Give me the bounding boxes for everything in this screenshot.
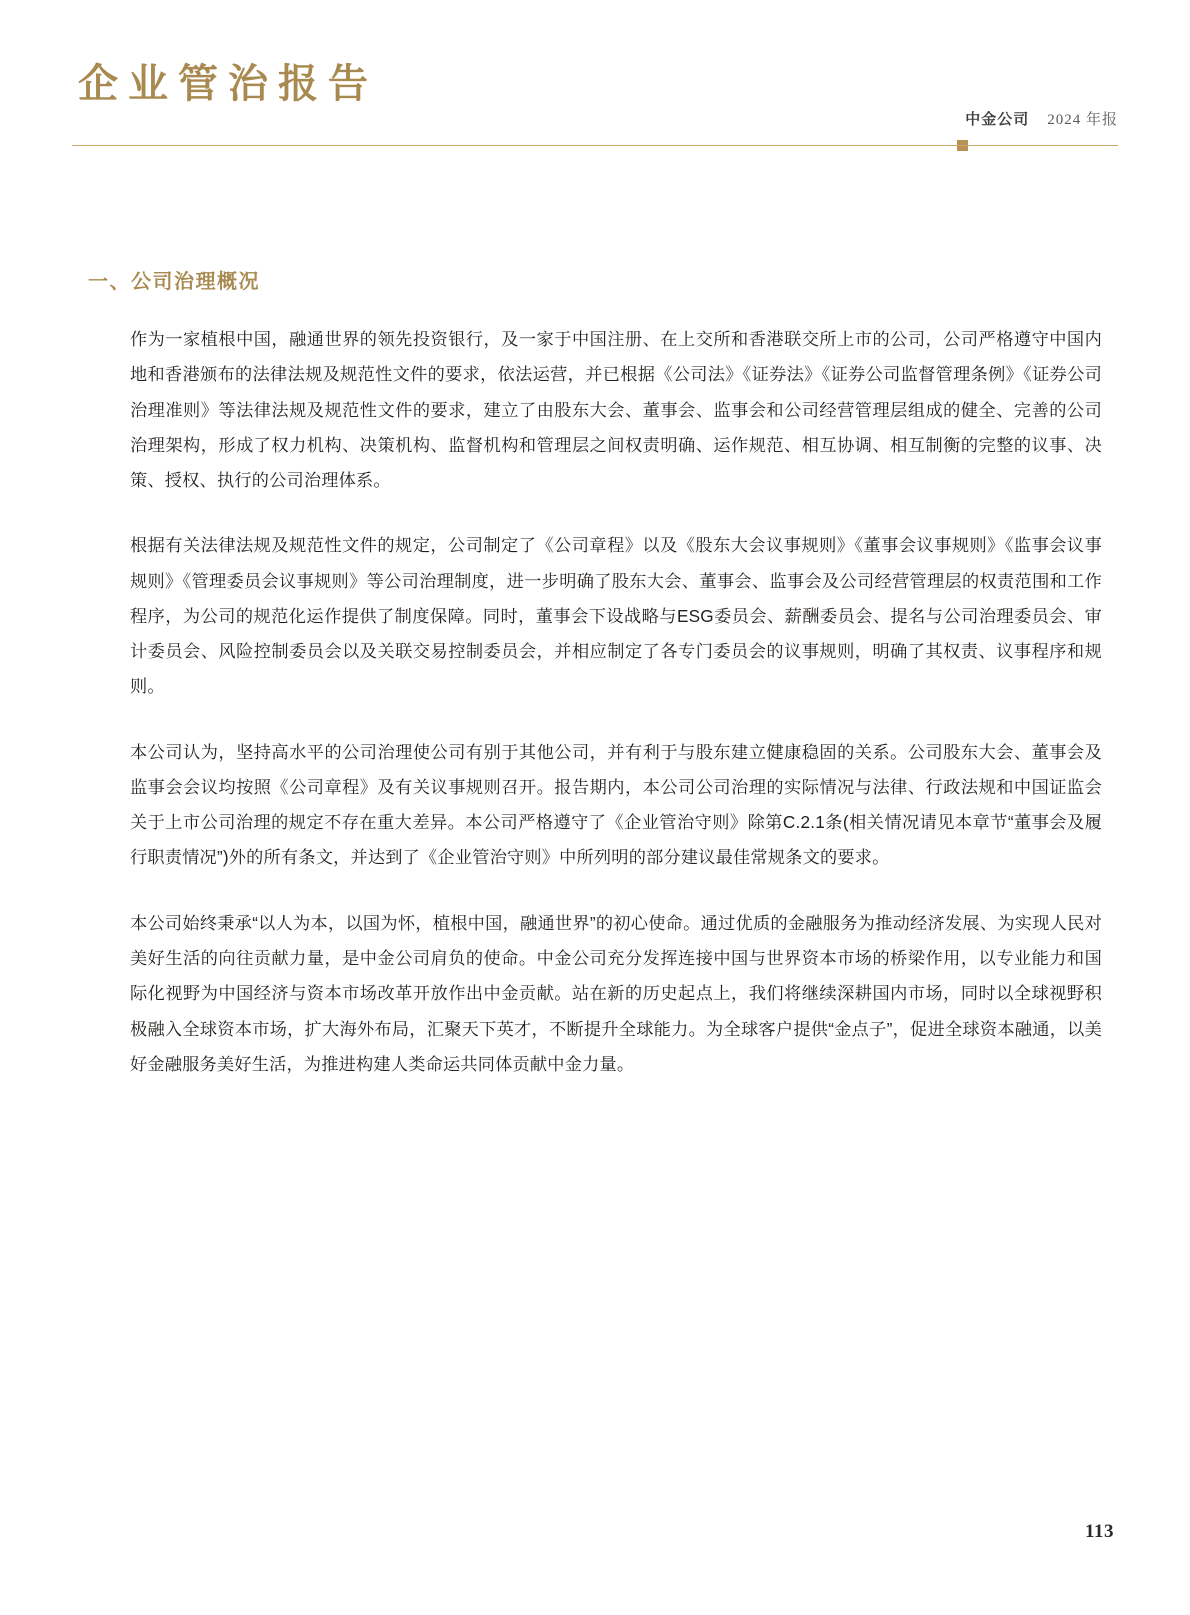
paragraph-block (88, 528, 1102, 704)
section-heading: 一、公司治理概况 (88, 271, 260, 293)
header-report-year: 2024 年报 (1047, 112, 1118, 128)
header-company-name: 中金公司 (965, 111, 1030, 128)
page-number: 113 (1085, 1521, 1114, 1542)
body-paragraph: 作为一家植根中国，融通世界的领先投资银行，及一家于中国注册、在上交所和香港联交所上市的公司，公司严格遵守中国内地和香港颁布的法律法规及规范性文件的要求，依法运营，并已根据《公司法》《证券法》《证券公司监督管理条例》《证券公司治理准则》等法律法规及规范性文件的要求，建立了由股东大会、董事会、监事会和公司经营管理层组成的健全、完善的公司治理架构，形成了权力机构、决策机构、监督机构和管理层之间权责明确、运作规范、相互协调、相互制衡的完整的议事、决策、授权、执行的公司治理体系。 (130, 329, 1102, 491)
header-divider (72, 145, 1118, 146)
header-meta (965, 108, 1118, 129)
page-header (72, 60, 1118, 146)
paragraph-block (88, 322, 1102, 498)
paragraph-block (88, 735, 1102, 876)
body-paragraph: 本公司始终秉承“以人为本，以国为怀，植根中国，融通世界”的初心使命。通过优质的金融服务为推动经济发展、为实现人民对美好生活的向往贡献力量，是中金公司肩负的使命。中金公司充分发挥连接中国与世界资本市场的桥梁作用，以专业能力和国际化视野为中国经济与资本市场改革开放作出中金贡献。站在新的历史起点上，我们将继续深耕国内市场，同时以全球视野积极融入全球资本市场，扩大海外布局，汇聚天下英才，不断提升全球能力。为全球客户提供“金点子”，促进全球资本融通，以美好金融服务美好生活，为推进构建人类命运共同体贡献中金力量。 (130, 912, 1102, 1074)
document-content (88, 268, 1102, 1082)
body-paragraph: 根据有关法律法规及规范性文件的规定，公司制定了《公司章程》以及《股东大会议事规则》《董事会议事规则》《监事会议事规则》《管理委员会议事规则》等公司治理制度，进一步明确了股东大会、董事会、监事会及公司经营管理层的权责范围和工作程序，为公司的规范化运作提供了制度保障。同时，董事会下设战略与ESG委员会、薪酬委员会、提名与公司治理委员会、审计委员会、风险控制委员会以及关联交易控制委员会，并相应制定了各专门委员会的议事规则，明确了其权责、议事程序和规则。 (130, 535, 1102, 697)
body-paragraph: 本公司认为，坚持高水平的公司治理使公司有别于其他公司，并有利于与股东建立健康稳固的关系。公司股东大会、董事会及监事会会议均按照《公司章程》及有关议事规则召开。报告期内，本公司公司治理的实际情况与法律、行政法规和中国证监会关于上市公司治理的规定不存在重大差异。本公司严格遵守了《企业管治守则》除第C.2.1条(相关情况请见本章节“董事会及履行职责情况”)外的所有条文，并达到了《企业管治守则》中所列明的部分建议最佳常规条文的要求。 (130, 741, 1102, 868)
paragraph-block (88, 906, 1102, 1082)
page-title: 企业管治报告 (78, 62, 378, 106)
